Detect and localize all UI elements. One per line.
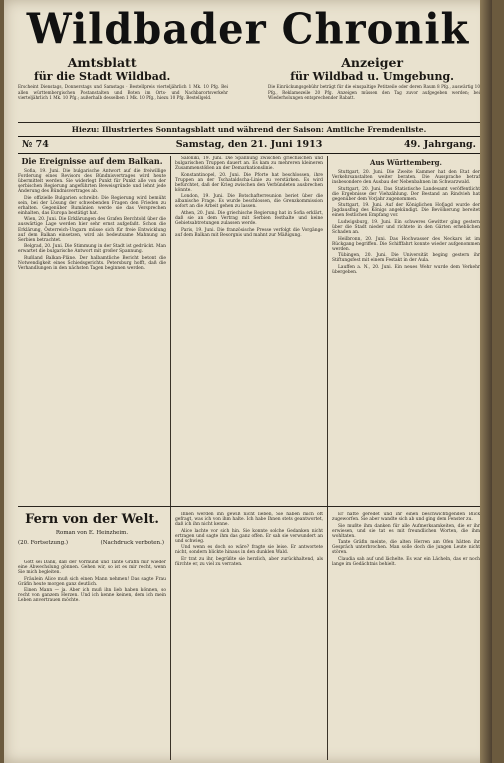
- paragraph: Lauffen a. N., 20. Juni. Ein neues Wehr wurde dem Verkehr übergeben.: [332, 264, 480, 275]
- paragraph: Alice lachte vor sich hin. Sie konnte solche Gedanken nicht ertragen und sagte ihm das ganz offen. Er sah sie verwundert an und schwieg.: [175, 528, 323, 544]
- supplement-line: Hiezu: Illustriertes Sonntagsblatt und während der Saison: Amtliche Fremdenliste.: [18, 122, 480, 134]
- paragraph: Stuttgart, 20. Juni. Die Zweite Kammer hat den Etat der Verkehrsanstalten weiter beraten. Die Aussprache betraf insbesondere den Ausbau der Nebenbahnen im Schwarzwald.: [332, 170, 480, 186]
- paragraph: Claudia sah auf und lächelte. Es war ein Lächeln, das er noch lange im Gedächtnis behielt.: [332, 556, 480, 567]
- newspaper-page: [4, 0, 492, 763]
- paragraph: Er hatte geredet und ihr einen beschwichtigenden Blick zugeworfen. Sie aber wandte sich ab und ging dem Fenster zu.: [332, 512, 480, 523]
- column-rule: [170, 156, 171, 760]
- paragraph: Einen Mann — ja. Aber ich muß ihn lieb haben können, so recht von ganzem Herzen. Und ich kenne keinen, dem ich mein Leben anvertrauen möchte.: [18, 588, 166, 604]
- feuilleton-divider: [18, 506, 480, 507]
- paragraph: Paris, 19. Juni. Die französische Presse verfolgt die Vorgänge auf dem Balkan mit Besorgnis und mahnt zur Mäßigung.: [175, 227, 323, 238]
- article-title-balkan: Die Ereignisse auf dem Balkan.: [21, 156, 163, 166]
- advertising-rates: Die Einrückungsgebühr beträgt für die einspaltige Petitzeile oder deren Raum 8 Pfg., auswärtig 10 Pfg., Reklamezeile 20 Pfg. Anzeigen müssen den Tag zuvor aufgegeben werden; bei Wiederholungen entsprechender Rabatt.: [268, 84, 480, 101]
- subhead-right: [290, 56, 454, 84]
- subhead-left-line1: Amtsblatt: [67, 55, 137, 70]
- masthead-title: Wildbader Chronik: [26, 4, 470, 55]
- paragraph: Stuttgart, 20. Juni. Das Statistische Landesamt veröffentlicht die Ergebnisse der Viehzählung. Der Bestand an Rindvieh hat gegenüber dem Vorjahr zugenommen.: [332, 186, 480, 202]
- novel-author: Roman von E. Heinzheim.: [55, 530, 129, 536]
- paragraph: Fräulein Alice muß sich einen Mann nehmen! Das sagte Frau Gräfin heute morgen ganz deutlich.: [18, 576, 166, 587]
- subhead-right-line2: für Wildbad u. Umgebung.: [290, 70, 454, 83]
- paragraph: Ludwigsburg, 19. Juni. Ein schweres Gewitter ging gestern über die Stadt nieder und richtete in den Gärten erheblichen Schaden an.: [332, 219, 480, 236]
- novel-notes: [18, 540, 166, 546]
- paragraph: Belgrad, 20. Juni. Die Stimmung in der Stadt ist gedrückt. Man erwartet die bulgarische Antwort mit großer Spannung.: [18, 244, 166, 255]
- paragraph: Er trat zu ihr, begrüßte sie herzlich, aber zurückhaltend, als fürchte er, zu viel zu verraten.: [175, 556, 323, 567]
- paragraph: Die offizielle Bulgarien schreibt: Die Regierung wird bemüht sein, bei der Lösung der schwebenden Fragen den Frieden zu erhalten. Gegenüber Rumänien werde sie das Versprechen einhalten, das Europa bestätigt hat.: [18, 195, 166, 216]
- issue-date: Samstag, den 21. Juni 1913: [175, 139, 323, 150]
- section-title-wuerttemberg: Aus Württemberg.: [370, 158, 442, 167]
- issue-number: № 74: [22, 139, 49, 150]
- article-balkan-continued: [175, 156, 323, 502]
- paragraph: Wien, 20. Juni. Die Erklärungen des Grafen Berchtold über die auswärtige Lage werden hier sehr ernst aufgefaßt. Schon die Erklärung, Österreich-Ungarn müsse sich für freie Entwicklung auf dem Balkan einsetzen, wird als bedeutsame Mahnung an Serbien betrachtet.: [18, 217, 166, 243]
- novel-column-3: [332, 512, 480, 762]
- paragraph: Sie mußte ihm danken für alle Aufmerksamkeiten, die er ihr erwiesen, und sie tat es mit freundlichen Worten, die ihm wohltaten.: [332, 523, 480, 539]
- paragraph: Und wenn es doch so wäre? fragte sie leise. Er antwortete nicht, sondern blickte hinaus in den dunklen Wald.: [175, 545, 323, 556]
- paragraph: Sofia, 19. Juni. Die bulgarische Antwort auf die freiwillige Forderung eines Revisors des Bündnisvertrages wird heute übermittelt werden. Sie widerlegt Punkt für Punkt alle von der serbischen Regierung angeführten Beweisgründe und lehnt jede Änderung des Bündnisvertrages ab.: [18, 169, 166, 195]
- novel-copyright: (Nachdruck verboten.): [100, 540, 164, 546]
- paragraph: Gott sei Dank, daß der Vormund und Tante Gräfin mir wieder eine Abwechslung gönnen. Gehen wir, so ist es mir recht, wenn Sie mich begleiten.: [18, 560, 166, 576]
- paragraph: Rußland Balkan-Pläne. Der halbamtliche Bericht betont die Notwendigkeit eines Schiedsgerichts. Petersburg hofft, daß die Verhandlungen in den nächsten Tagen beginnen werden.: [18, 255, 166, 271]
- page-edge: [480, 0, 492, 763]
- novel-title: Fern von der Welt.: [25, 512, 159, 527]
- volume-year: 49. Jahrgang.: [403, 139, 476, 150]
- novel-column-2: [175, 512, 323, 762]
- dateline-bar: [18, 136, 480, 154]
- article-wuerttemberg: [332, 156, 480, 502]
- novel-column-1: [18, 560, 166, 760]
- subhead-left-line2: für die Stadt Wildbad.: [34, 70, 171, 83]
- paragraph: Konstantinopel, 20. Juni. Die Pforte hat beschlossen, ihre Truppen an der Tschataldscha-Linie zu verstärken. Es wird befürchtet, daß der Krieg zwischen den Verbündeten ausbrechen könnte.: [175, 172, 323, 193]
- subscription-info: Erscheint Dienstags, Donnerstags und Samstags · Bestellpreis vierteljährlich 1 Mk. 10 Pfg. Bei allen württembergischen Postanstalten und Boten im Orts- und Nachbarortsverkehr vierteljährlich 1 Mk. 10 Pfg.; außerhalb desselben 1 Mk. 10 Pfg., hiezu 10 Pfg. Bestellgeld.: [18, 84, 228, 101]
- paragraph: Athen, 20. Juni. Die griechische Regierung hat in Sofia erklärt, daß sie an dem Vertrag mit Serbien festhalte und keine Gebietsabtretungen zulassen werde.: [175, 210, 323, 227]
- column-rule: [327, 156, 328, 760]
- paragraph: Tante Gräfin meinte, die alten Herren am Ofen hätten ihr Gespräch unterbrochen. Man solle doch die jungen Leute nicht stören.: [332, 540, 480, 556]
- paragraph: Ihnen werden ihn gewiß nicht lieben, Sie haben mich oft gefragt, was ich von ihm halte. Ich habe Ihnen stets geantwortet, daß ich ihn nicht kenne.: [175, 512, 323, 528]
- subhead-right-line1: Anzeiger: [341, 55, 404, 70]
- subhead-left: [34, 56, 170, 84]
- article-balkan: [18, 156, 166, 502]
- paragraph: Stuttgart, 19. Juni. Auf der Königlichen Hofjagd wurde der Jagdausflug des Königs angekündigt. Die Bevölkerung bereitet einen festlichen Empfang vor.: [332, 203, 480, 219]
- paragraph: London, 19. Juni. Die Botschafterreunion beriet über die albanische Frage. Es wurde beschlossen, die Grenzkommission sofort an die Arbeit gehen zu lassen.: [175, 194, 323, 210]
- paragraph: Tübingen, 20. Juni. Die Universität beging gestern ihr Stiftungsfest mit einem Festakt in der Aula.: [332, 253, 480, 264]
- novel-installment: (20. Fortsetzung.): [18, 540, 68, 546]
- paragraph: Saloniki, 19. Juni. Die Spannung zwischen griechischen und bulgarischen Truppen dauert an. Es kam zu mehreren kleineren Zusammenstößen an der Demarkationslinie.: [175, 156, 323, 172]
- paragraph: Heilbronn, 20. Juni. Das Hochwasser des Neckars ist im Rückgang begriffen. Die Schifffahrt konnte wieder aufgenommen werden.: [332, 236, 480, 252]
